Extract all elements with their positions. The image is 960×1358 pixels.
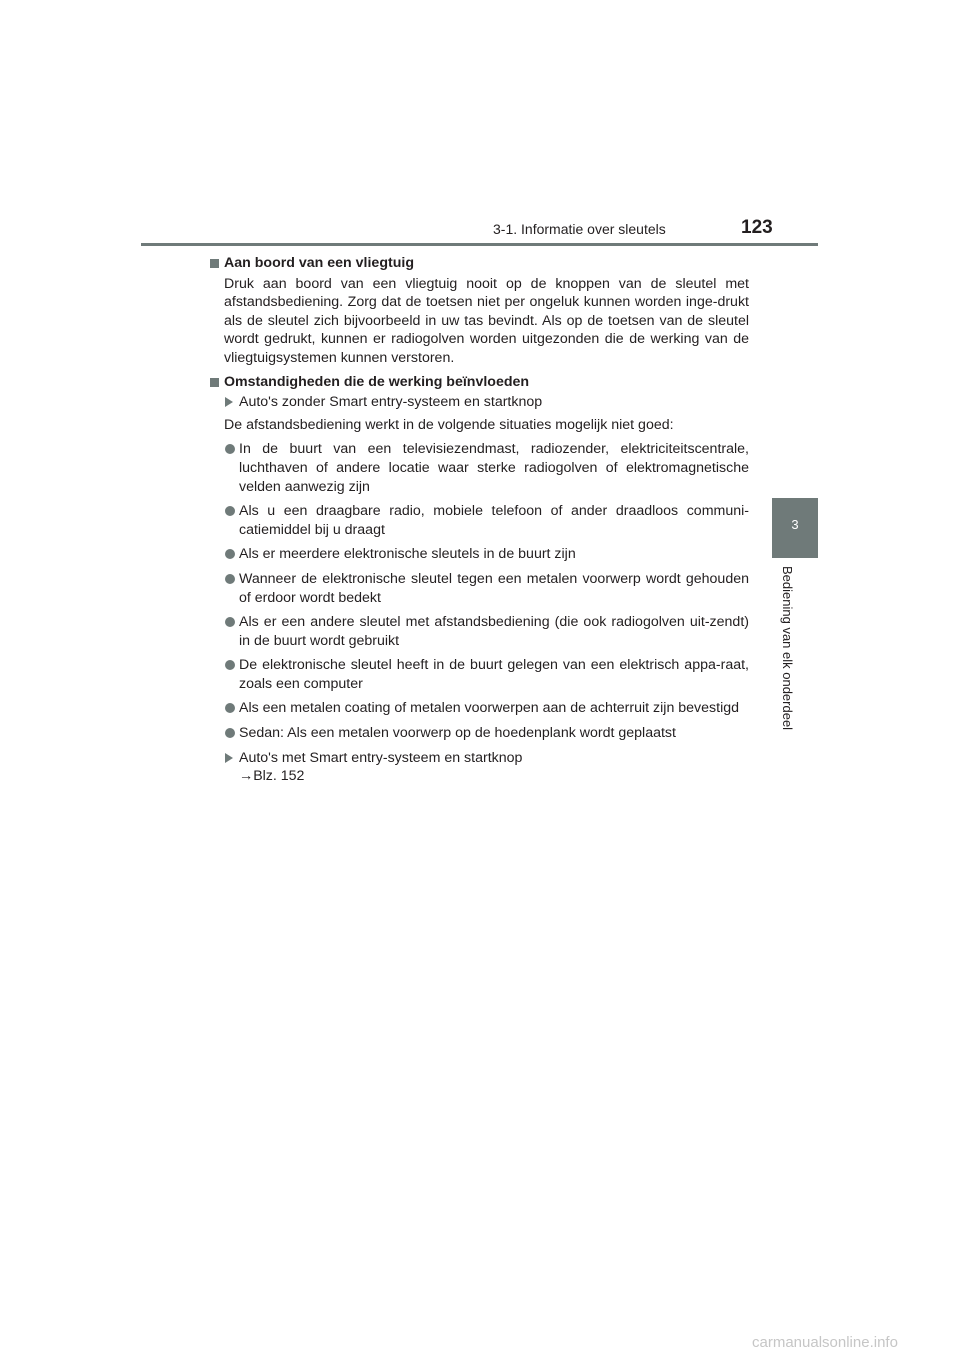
subheading-text: Auto's met Smart entry-systeem en startknop <box>239 749 523 766</box>
round-bullet-icon <box>225 617 235 627</box>
subheading-without-smart-entry <box>209 393 749 412</box>
list-item-text: Als er een andere sleutel met afstandsbediening (die ook radiogolven uit-zendt) in de buurt wordt gebruikt <box>239 614 749 649</box>
list-item <box>209 502 749 539</box>
round-bullet-icon <box>225 444 235 454</box>
triangle-bullet-icon <box>225 397 233 407</box>
page-reference-link[interactable]: →Blz. 152 <box>239 768 305 785</box>
list-item <box>209 656 749 693</box>
page-content <box>209 254 749 790</box>
round-bullet-icon <box>225 549 235 559</box>
list-item <box>209 570 749 607</box>
round-bullet-icon <box>225 506 235 516</box>
square-bullet-icon <box>210 378 219 387</box>
paragraph-airplane: Druk aan boord van een vliegtuig nooit op de knoppen van de sleutel met afstandsbediening. Zorg dat de toetsen niet per ongeluk kunnen worden inge-drukt als de sleutel zich bijvoorbeeld in uw tas bevindt. Als op de toetsen van de sleutel wordt gedrukt, kunnen er radiogolven worden uitgezonden die de werking van de vliegtuigsystemen kunnen verstoren. <box>224 275 749 366</box>
list-item-text: Als u een draagbare radio, mobiele telefoon of ander draadloos communi-catiemiddel bij u draagt <box>239 503 749 538</box>
chapter-number: 3 <box>791 517 799 532</box>
round-bullet-icon <box>225 728 235 738</box>
list-item <box>209 699 749 718</box>
heading-airplane-text: Aan boord van een vliegtuig <box>224 255 414 271</box>
section-title: 3-1. Informatie over sleutels <box>493 221 666 237</box>
intro-text: De afstandsbediening werkt in de volgende situaties mogelijk niet goed: <box>224 416 674 433</box>
list-item-text: De elektronische sleutel heeft in de buurt gelegen van een elektrisch appa-raat, zoals een computer <box>239 657 749 692</box>
header-rule <box>141 243 818 246</box>
heading-conditions <box>209 373 749 392</box>
list-item <box>209 613 749 650</box>
watermark: carmanualsonline.info <box>752 1334 898 1351</box>
chapter-label: Bediening van elk onderdeel <box>780 566 795 731</box>
list-item-text: Sedan: Als een metalen voorwerp op de hoedenplank wordt geplaatst <box>239 725 676 742</box>
list-item <box>209 724 749 743</box>
round-bullet-icon <box>225 703 235 713</box>
list-item-text: Wanneer de elektronische sleutel tegen een metalen voorwerp wordt gehouden of erdoor wordt bedekt <box>239 570 749 606</box>
heading-airplane <box>209 254 749 273</box>
list-item <box>209 440 749 496</box>
list-item-text: Als een metalen coating of metalen voorwerpen aan de achterruit zijn bevestigd <box>239 700 740 717</box>
subheading-text: Auto's zonder Smart entry-systeem en startknop <box>239 394 543 411</box>
square-bullet-icon <box>210 259 219 268</box>
round-bullet-icon <box>225 574 235 584</box>
subheading-with-smart-entry <box>209 749 749 786</box>
list-item <box>209 545 749 564</box>
heading-conditions-text: Omstandigheden die de werking beïnvloeden <box>224 373 530 390</box>
page-header <box>0 0 960 250</box>
list-item-text: Als er meerdere elektronische sleutels in de buurt zijn <box>239 546 576 563</box>
chapter-tab <box>772 498 818 558</box>
page-number: 123 <box>741 217 773 238</box>
round-bullet-icon <box>225 660 235 670</box>
list-item-text: In de buurt van een televisiezendmast, radiozender, elektriciteitscentrale, luchthaven of andere locatie waar sterke radiogolven of elektromagnetische velden aanwezig zijn <box>239 441 749 495</box>
triangle-bullet-icon <box>225 753 233 763</box>
